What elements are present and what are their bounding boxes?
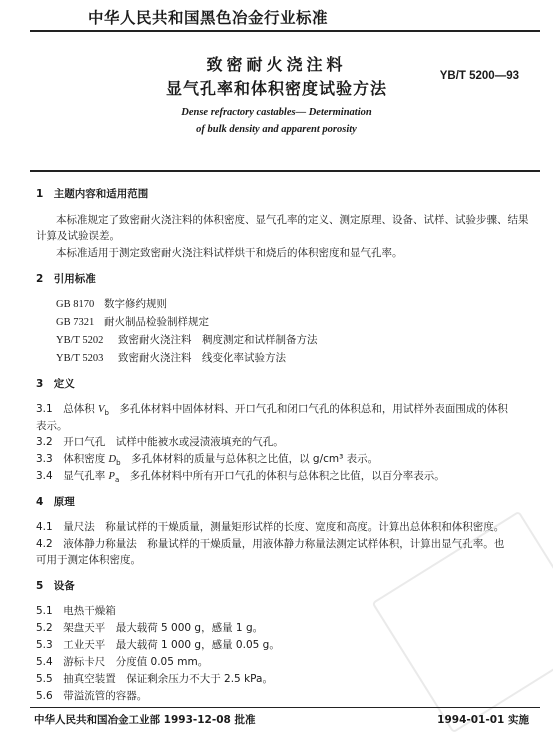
equipment-item: 5.5 抽真空装置 保证剩余压力不大于 2.5 kPa。 bbox=[36, 673, 273, 685]
definition-text: 多孔体材料中所有开口气孔的体积与总体积之比值，以百分率表示。 bbox=[119, 470, 445, 482]
reference-item bbox=[56, 332, 318, 347]
definition-3-1 bbox=[36, 401, 508, 417]
definition-3-2: 3.2 开口气孔 试样中能被水或浸渍液填充的气孔。 bbox=[36, 436, 284, 448]
principle-4-2: 4.2 液体静力称量法 称量试样的干燥质量，用液体静力称量法测定试样体积，计算出显气孔率。也 bbox=[36, 538, 505, 550]
principle-4-2-cont: 可用于测定体积密度。 bbox=[36, 554, 141, 566]
reference-title: 致密耐火浇注料 稠度测定和试样制备方法 bbox=[118, 334, 318, 346]
reference-item bbox=[56, 296, 167, 311]
equipment-item: 5.6 带溢流管的容器。 bbox=[36, 690, 148, 702]
effective-date: 1994-01-01 实施 bbox=[437, 714, 529, 726]
section-4-heading: 4 原理 bbox=[36, 496, 75, 508]
standard-number: YB/T 5200—93 bbox=[439, 70, 519, 82]
section-3-heading: 3 定义 bbox=[36, 378, 75, 390]
section-1-heading: 1 主题内容和适用范围 bbox=[36, 188, 149, 200]
definition-text: 多孔体材料中固体材料、开口气孔和闭口气孔的体积总和，用试样外表面围成的体积 bbox=[108, 403, 508, 415]
title-cn-line2: 显气孔率和体积密度试验方法 bbox=[165, 79, 387, 98]
s1-paragraph-2: 本标准适用于测定致密耐火浇注料试样烘干和烧后的体积密度和显气孔率。 bbox=[56, 247, 403, 259]
reference-title: 致密耐火浇注料 线变化率试验方法 bbox=[118, 352, 286, 364]
symbol: D bbox=[108, 454, 117, 465]
equipment-item: 5.3 工业天平 最大载荷 1 000 g，感量 0.05 g。 bbox=[36, 639, 280, 651]
definition-3-4 bbox=[36, 468, 445, 484]
title-en-line1: Dense refractory castables— Determination bbox=[181, 107, 372, 118]
org-title: 中华人民共和国黑色冶金行业标准 bbox=[88, 9, 329, 27]
reference-code: YB/T 5202 bbox=[56, 335, 104, 346]
approval-info: 中华人民共和国冶金工业部 1993-12-08 批准 bbox=[34, 714, 256, 726]
reference-code: YB/T 5203 bbox=[56, 353, 104, 364]
header-divider bbox=[30, 170, 540, 172]
definition-3-1-cont: 表示。 bbox=[36, 420, 68, 432]
reference-code: GB 8170 bbox=[56, 299, 95, 310]
definition-label: 3.1 总体积 bbox=[36, 403, 99, 415]
symbol-subscript: b bbox=[104, 409, 109, 418]
symbol-subscript: a bbox=[114, 476, 120, 485]
footer-divider bbox=[30, 707, 540, 708]
definition-label: 3.4 显气孔率 bbox=[36, 470, 109, 482]
definition-label: 3.3 体积密度 bbox=[36, 453, 109, 465]
definition-text: 多孔体材料的质量与总体积之比值，以 g/cm³ 表示。 bbox=[120, 453, 379, 465]
symbol: V bbox=[98, 404, 105, 415]
equipment-item: 5.1 电热干燥箱 bbox=[36, 605, 116, 617]
s1-paragraph-1-cont: 计算及试验误差。 bbox=[36, 230, 120, 242]
reference-code: GB 7321 bbox=[56, 317, 95, 328]
top-divider bbox=[30, 30, 540, 32]
equipment-item: 5.2 架盘天平 最大载荷 5 000 g，感量 1 g。 bbox=[36, 622, 264, 634]
title-en-line2: of bulk density and apparent porosity bbox=[196, 124, 357, 135]
principle-4-1: 4.1 量尺法 称量试样的干燥质量，测量矩形试样的长度、宽度和高度。计算出总体积和体积密度。 bbox=[36, 521, 505, 533]
section-5-heading: 5 设备 bbox=[36, 580, 75, 592]
title-cn-line1: 致密耐火浇注料 bbox=[206, 55, 347, 74]
symbol-subscript: b bbox=[116, 459, 121, 468]
definition-3-3 bbox=[36, 451, 378, 467]
reference-item bbox=[56, 314, 209, 329]
symbol: P bbox=[108, 471, 115, 482]
section-2-heading: 2 引用标准 bbox=[36, 273, 96, 285]
reference-title: 数字修约规则 bbox=[104, 298, 167, 310]
reference-title: 耐火制品检验制样规定 bbox=[104, 316, 209, 328]
s1-paragraph-1: 本标准规定了致密耐火浇注料的体积密度、显气孔率的定义、测定原理、设备、试样、试验步骤、结果 bbox=[56, 214, 529, 226]
reference-item bbox=[56, 350, 286, 365]
equipment-item: 5.4 游标卡尺 分度值 0.05 mm。 bbox=[36, 656, 209, 668]
